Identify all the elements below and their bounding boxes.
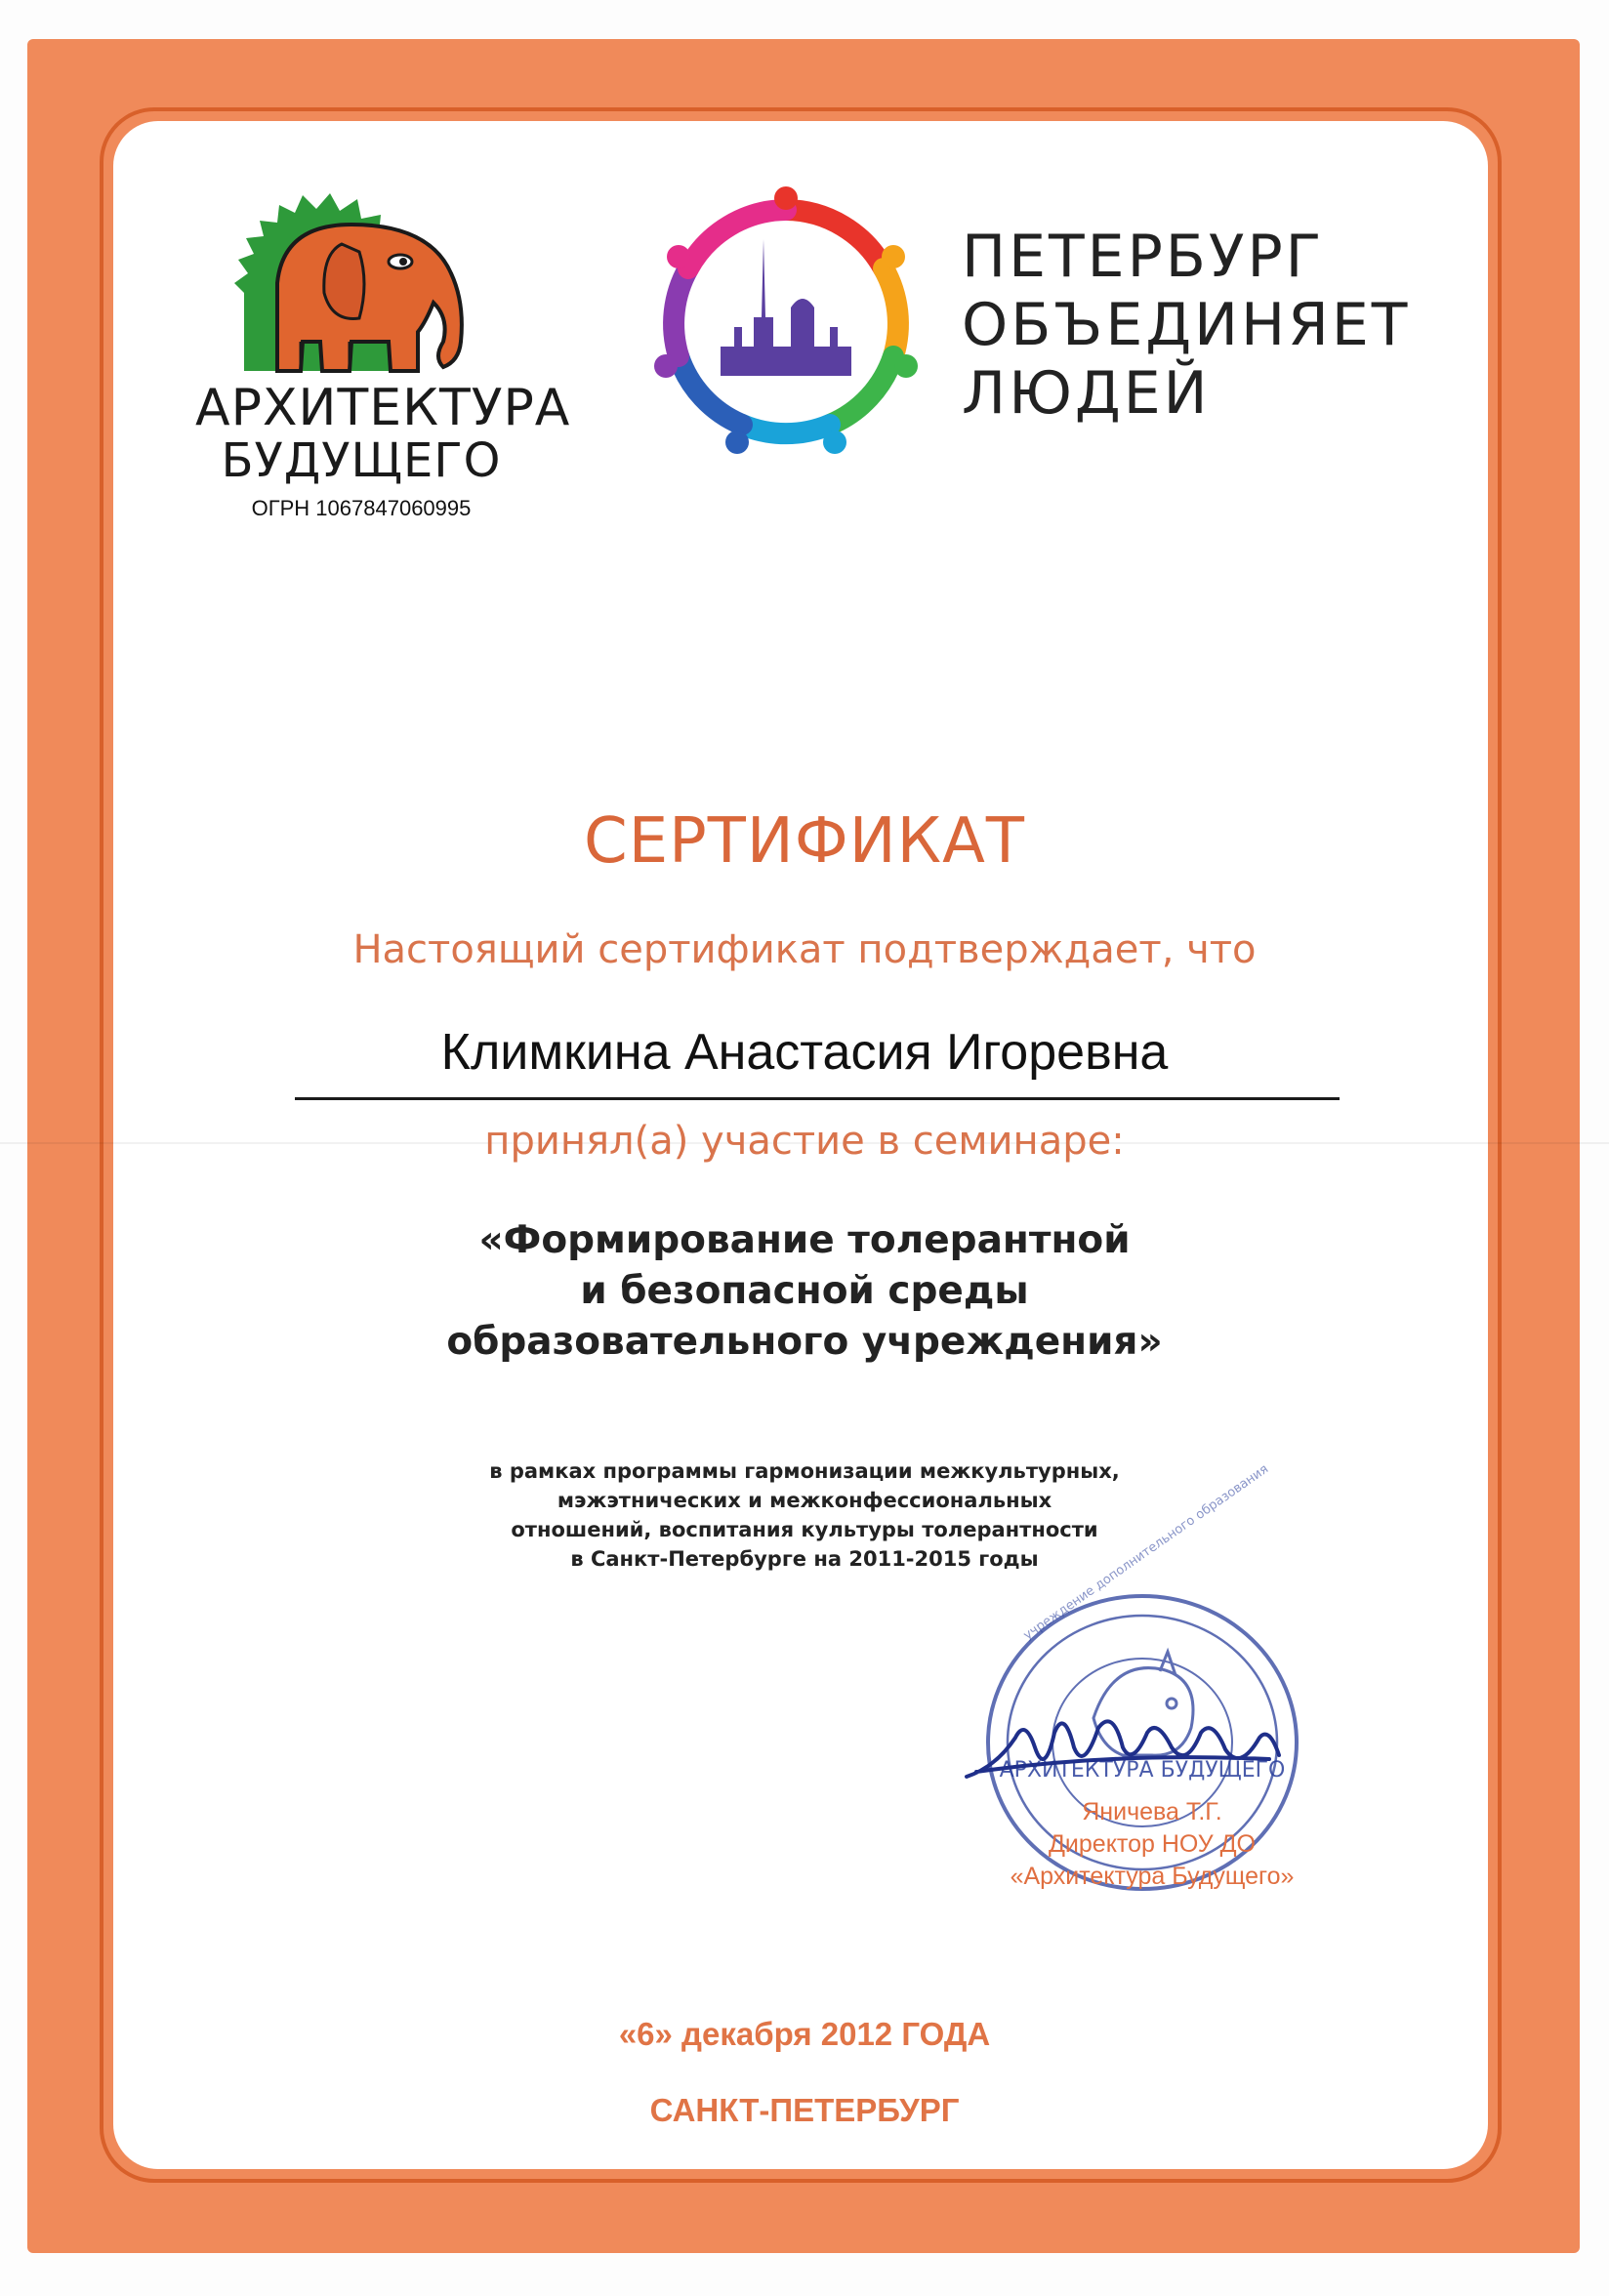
elephant-logo-icon [234, 185, 488, 381]
logo-text-line2: БУДУЩЕГО [221, 433, 502, 488]
issue-date: «6» декабря 2012 ГОДА [618, 2016, 991, 2052]
seminar-line1: «Формирование толерантной [478, 1218, 1131, 1262]
certificate-subtitle: Настоящий сертификат подтверждает, что [352, 927, 1257, 972]
program-line2: мэжэтнических и межконфессиональных [557, 1489, 1052, 1512]
stamp-text: АРХИТЕКТУРА БУДУЩЕГО [999, 1758, 1286, 1783]
logo-petersburg-unites [644, 181, 928, 464]
recipient-underline [295, 1097, 1340, 1100]
ogrn-number: ОГРН 1067847060995 [251, 496, 472, 520]
slogan [962, 223, 1469, 428]
people-circle-logo-icon [644, 181, 928, 464]
recipient-name: Климкина Анастасия Игоревна [440, 1024, 1169, 1081]
svg-text:учреждение дополнительного обр: учреждение дополнительного образования [1020, 1461, 1272, 1644]
seminar-title [0, 1215, 1609, 1368]
signature-icon [957, 1679, 1289, 1796]
slogan-line1: ПЕТЕРБУРГ [962, 223, 1325, 291]
logo-architecture-of-future [195, 185, 571, 537]
signatory-position: Директор НОУ ДО [1049, 1830, 1256, 1858]
issue-city: САНКТ-ПЕТЕРБУРГ [649, 2092, 960, 2128]
slogan-line2: ОБЪЕДИНЯЕТ [962, 291, 1411, 359]
handwritten-signature [957, 1679, 1289, 1796]
program-line3: отношений, воспитания культуры толерантности [511, 1518, 1098, 1541]
seminar-line2: и безопасной среды [580, 1269, 1029, 1313]
program-line1: в рамках программы гармонизации межкультурных, [489, 1459, 1120, 1483]
signatory-name: Яничева Т.Г. [1082, 1798, 1222, 1825]
seminar-line3: образовательного учреждения» [446, 1320, 1163, 1364]
logo-text-line1: АРХИТЕКТУРА [195, 379, 571, 437]
certificate-title: СЕРТИФИКАТ [584, 805, 1025, 878]
program-line4: в Санкт-Петербурге на 2011-2015 годы [570, 1547, 1039, 1571]
signatory-block [937, 1796, 1367, 1893]
participation-text: принял(а) участие в семинаре: [484, 1119, 1125, 1164]
signatory-organization: «Архитектура Будущего» [1010, 1863, 1295, 1890]
slogan-line3: ЛЮДЕЙ [962, 359, 1211, 428]
program-description [0, 1456, 1609, 1574]
